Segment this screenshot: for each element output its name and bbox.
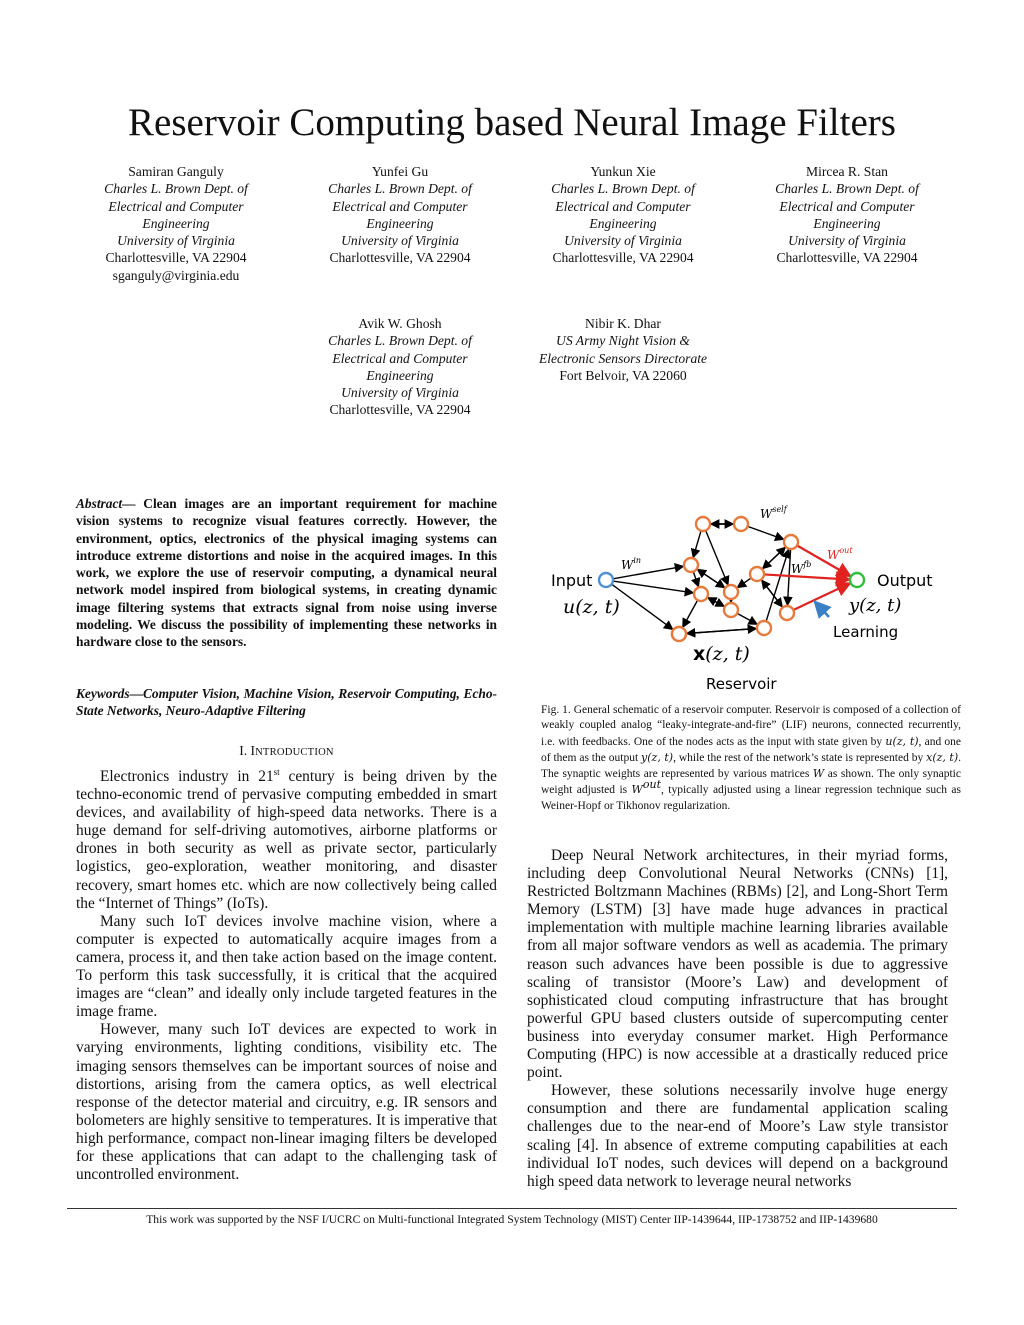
author-name: Mircea R. Stan	[806, 164, 888, 179]
w-fb-base: W	[791, 562, 804, 576]
caption-math: y(z, t)	[641, 750, 674, 764]
section-title-rest: NTRODUCTION	[255, 747, 334, 758]
w-in-sup: in	[633, 556, 642, 565]
network-edge	[693, 531, 701, 558]
section-initial: I	[250, 743, 256, 758]
author-affiliation: University of Virginia	[341, 233, 459, 249]
footnote-divider	[67, 1208, 957, 1209]
author-affiliation: Charles L. Brown Dept. of	[328, 181, 472, 197]
output-weight-edge	[764, 574, 849, 579]
network-edge	[737, 613, 757, 624]
network-edge	[738, 578, 752, 587]
author-name: Nibir K. Dhar	[585, 316, 661, 331]
section-heading	[76, 743, 497, 759]
reservoir-node	[672, 627, 686, 641]
reservoir-node	[694, 587, 708, 601]
reservoir-node	[724, 585, 738, 599]
body-paragraph: However, these solutions necessarily involve huge energy consumption and there are fundamental application scaling challenges due to the near-end of Moore’s Law style transistor scaling [4]. In absence of extreme computing capabilities at each individual IoT nodes, such devices will depend on a background high speed data network to leverage neural networks	[527, 1082, 948, 1190]
author-block	[280, 163, 520, 267]
reservoir-node	[750, 567, 764, 581]
author-location: Charlottesville, VA 22904	[776, 250, 918, 266]
author-name: Yunfei Gu	[371, 164, 429, 179]
right-column-body	[527, 847, 948, 1191]
keywords: Keywords—Computer Vision, Machine Vision, Reservoir Computing, Echo-State Networks, Neuro-Adaptive Filtering	[76, 686, 497, 719]
caption-text: Fig. 1. General schematic of a reservoir computer. Reservoir is composed of a collection of weakly coupled analog “leaky-integrate-and-fire” (LIF) neurons, connected recurrently, i.e. with feedbacks. One of the nodes acts as the input with state given by	[541, 704, 961, 748]
section-numeral: I.	[239, 743, 248, 758]
author-affiliation: Engineering	[366, 367, 434, 383]
author-affiliation: University of Virginia	[117, 233, 235, 249]
input-label: Input	[551, 571, 593, 590]
author-location: Fort Belvoir, VA 22060	[559, 367, 687, 383]
w-in-base: W	[621, 558, 634, 572]
caption-text: , while the rest of the network’s state is represented by	[673, 751, 927, 764]
caption-text: , typically adjusted using a linear regression technique such as Weiner-Hopf or Tikhonov regularization.	[541, 784, 961, 812]
network-edge	[698, 569, 726, 588]
author-affiliation: Electrical and Computer	[108, 198, 244, 214]
footnote: This work was supported by the NSF I/UCRC on Multi-functional Integrated System Technology (MIST) Center IIP-1439644, IIP-1738752 and IIP-1439680	[146, 1213, 878, 1226]
w-self-sup: self	[772, 505, 787, 514]
figure-caption	[541, 703, 961, 814]
reservoir-figure	[541, 500, 961, 695]
author-location: Charlottesville, VA 22904	[329, 250, 471, 266]
network-edge	[612, 584, 673, 629]
caption-text: as shown. The only synaptic weight adjusted is	[541, 768, 961, 797]
output-weight-edge	[793, 583, 849, 610]
author-name: Avik W. Ghosh	[358, 316, 442, 331]
author-affiliation: Engineering	[589, 215, 657, 231]
w-out-label	[827, 546, 853, 562]
left-column-body	[76, 768, 497, 1184]
author-block	[503, 163, 743, 267]
caption-math-sup: out	[642, 778, 661, 792]
reservoir-node	[734, 517, 748, 531]
author-affiliation: Electrical and Computer	[332, 198, 468, 214]
author-affiliation: Charles L. Brown Dept. of	[328, 333, 472, 349]
network-edge	[613, 581, 693, 593]
author-name: Yunkun Xie	[590, 164, 656, 179]
author-block	[727, 163, 967, 267]
author-name: Samiran Ganguly	[128, 164, 224, 179]
x-label-rest: (z, t)	[705, 643, 750, 665]
author-block	[56, 163, 296, 284]
author-location: Charlottesville, VA 22904	[329, 402, 471, 418]
author-affiliation: Engineering	[142, 215, 210, 231]
author-affiliation: Engineering	[366, 215, 434, 231]
superscript: st	[273, 766, 280, 777]
input-node	[599, 573, 613, 587]
body-paragraph: Many such IoT devices involve machine vision, where a computer is expected to automatically acquire images from a camera, process it, and then take action based on the image content. To perform this task successfully, it is critical that the acquired images are “clean” and ideally only include targeted features in the image frame.	[76, 912, 497, 1021]
w-fb-label	[791, 560, 811, 576]
reservoir-node	[780, 606, 794, 620]
caption-math: x(z, t)	[926, 750, 959, 764]
abstract	[76, 495, 497, 651]
body-paragraph	[76, 768, 497, 913]
author-block	[280, 315, 520, 419]
network-edge	[683, 600, 698, 627]
w-in-label	[621, 556, 641, 572]
author-affiliation: US Army Night Vision &	[556, 333, 690, 349]
network-edge	[762, 547, 785, 569]
x-label	[693, 643, 750, 665]
author-location: Charlottesville, VA 22904	[105, 250, 247, 266]
w-fb-sup: fb	[803, 560, 812, 569]
network-edge	[693, 572, 698, 587]
caption-text: . The synaptic weights are represented by various matrices	[541, 751, 962, 781]
author-affiliation: Charles L. Brown Dept. of	[775, 181, 919, 197]
author-affiliation: University of Virginia	[788, 233, 906, 249]
u-label: u(z, t)	[563, 596, 620, 618]
author-block	[503, 315, 743, 384]
paragraph-text: Electronics industry in 21	[100, 768, 274, 785]
author-affiliation: University of Virginia	[564, 233, 682, 249]
author-email: sganguly@virginia.edu	[112, 267, 240, 283]
learning-label: Learning	[833, 623, 899, 641]
caption-math: W	[812, 767, 825, 781]
abstract-text: Clean images are an important requirement for machine vision systems to recognize visual features correctly. However, the environment, optics, electronics of the physical imaging systems can introduce extreme distortions and noise in the acquired images. In this work, we explore the use of reservoir computing, a dynamical neural network model inspired from biological systems, in creating dynamic image filtering systems that extracts signal from noise using inverse modeling. We discuss the possibility of implementing these networks in hardware close to the sensors.	[76, 496, 497, 650]
paragraph-text: century is being driven by the techno-economic trend of pervasive computing embedded in smart devices, and availability of high-speed data networks. There is a huge demand for self-driving automotives, airborne platforms or drones in both security as well as private sector, particularly logistics, geo-exploration, weather monitoring, and disaster recovery, smart homes etc. which are now collectively being called the “Internet of Things” (IoTs).	[76, 768, 497, 912]
learning-arrow	[815, 602, 829, 617]
author-affiliation: Electrical and Computer	[332, 350, 468, 366]
caption-text: , and one of them as the output	[541, 735, 961, 764]
paper-title: Reservoir Computing based Neural Image Filters	[128, 101, 896, 144]
caption-math: u(z, t)	[885, 734, 919, 748]
author-affiliation: Electrical and Computer	[555, 198, 691, 214]
x-label-bold: x	[693, 643, 706, 665]
author-affiliation: Charles L. Brown Dept. of	[104, 181, 248, 197]
body-paragraph: However, many such IoT devices are expected to work in varying environments, lighting conditions, visibility etc. The imaging sensors themselves can be important sources of noise and distortions, arising from the camera optics, as well electrical response of the detector material and circuitry, e.g. IR sensors and bolometers are highly sensitive to temperatures. It is imperative that high performance, compact non-linear imaging filters be developed for these applications that can adapt to the challenging task of uncontrolled environment.	[76, 1021, 497, 1184]
reservoir-node	[684, 558, 698, 572]
author-affiliation: Charles L. Brown Dept. of	[551, 181, 695, 197]
w-self-base: W	[760, 507, 773, 521]
author-affiliation: Electrical and Computer	[779, 198, 915, 214]
network-edge	[708, 598, 725, 607]
reservoir-node	[724, 603, 738, 617]
reservoir-node	[757, 621, 771, 635]
author-affiliation: Engineering	[813, 215, 881, 231]
author-affiliation: University of Virginia	[341, 385, 459, 401]
author-affiliation: Electronic Sensors Directorate	[538, 350, 708, 366]
output-label: Output	[877, 571, 933, 590]
network-edge	[748, 526, 784, 539]
caption-math: W	[631, 783, 643, 797]
w-out-base: W	[827, 548, 840, 562]
reservoir-node	[784, 535, 798, 549]
reservoir-label: Reservoir	[706, 675, 777, 693]
y-label: y(z, t)	[849, 595, 902, 616]
body-paragraph: Deep Neural Network architectures, in their myriad forms, including deep Convolutional Neural Networks (CNNs) [1], Restricted Boltzmann Machines (RBMs) [2], and Long-Short Term Memory (LSTM) [3] have made huge advances in practical implementation with multiple machine learning libraries available from all major software vendors as well as academia. The primary reason such advances have been possible is due to aggressive scaling of transistor (Moore’s Law) and development of sophisticated cloud computing infrastructure that has brought powerful GPU based clusters outside of supercomputing center business into everyday consumer market. High Performance Computing (HPC) is now accessible at a drastically reduced price point.	[527, 847, 948, 1082]
reservoir-node	[696, 517, 710, 531]
output-node	[850, 573, 864, 587]
abstract-label: Abstract—	[76, 496, 136, 511]
w-self-label	[760, 505, 789, 521]
network-edge	[687, 628, 757, 633]
w-out-sup: out	[839, 546, 853, 555]
author-location: Charlottesville, VA 22904	[552, 250, 694, 266]
